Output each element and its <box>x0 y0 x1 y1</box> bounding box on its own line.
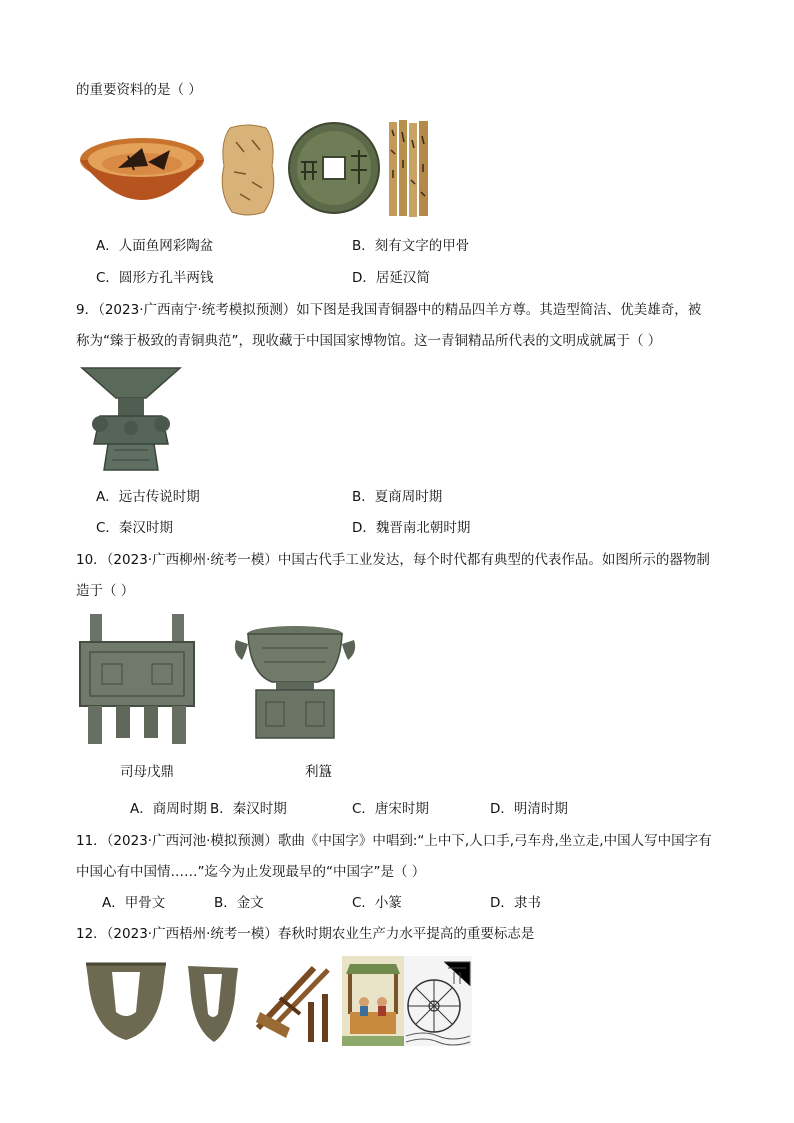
ligui-image <box>232 622 358 740</box>
q11-option-a[interactable]: A．甲骨文 <box>102 895 166 911</box>
q9-option-a[interactable]: A．远古传说时期 <box>96 489 200 505</box>
bamboo-slips-image <box>388 120 430 218</box>
q9-option-c[interactable]: C．秦汉时期 <box>96 520 173 536</box>
q8-stem-tail: 的重要资料的是（ ） <box>76 82 202 98</box>
q8-option-b[interactable]: B．刻有文字的甲骨 <box>352 238 470 254</box>
q9-stem-line2: 称为“臻于极致的青铜典范”，现收藏于中国国家博物馆。这一青铜精品所代表的文明成就属于（ ） <box>76 333 662 349</box>
q11-option-b[interactable]: B．金文 <box>214 895 264 911</box>
q11-option-c[interactable]: C．小篆 <box>352 895 402 911</box>
q11-stem-line1: 11．（2023·广西河池·模拟预测）歌曲《中国字》中唱到:“上中下,人口手,弓车舟,坐立走,中国人写中国字有 <box>76 833 712 849</box>
q10-option-d[interactable]: D．明清时期 <box>490 801 568 817</box>
farming-scene-image <box>342 956 404 1046</box>
q10-option-b[interactable]: B．秦汉时期 <box>210 801 287 817</box>
q10-option-c[interactable]: C．唐宋时期 <box>352 801 429 817</box>
q10-stem-line2: 造于（ ） <box>76 583 135 599</box>
q8-option-a[interactable]: A．人面鱼网彩陶盆 <box>96 238 214 254</box>
q10-stem-line1: 10．（2023·广西柳州·统考一模）中国古代手工业发达，每个时代都有典型的代表作品。如图所示的器物制 <box>76 552 710 568</box>
q11-option-d[interactable]: D．隶书 <box>490 895 541 911</box>
q8-option-c[interactable]: C．圆形方孔半两钱 <box>96 270 214 286</box>
waterwheel-drawing-image <box>404 956 472 1046</box>
q9-option-b[interactable]: B．夏商周时期 <box>352 489 443 505</box>
caption-ligui: 利簋 <box>305 764 332 780</box>
banliang-coin-image <box>287 120 381 216</box>
four-ram-zun-image <box>78 364 184 474</box>
iron-plough-image <box>80 960 172 1044</box>
q9-stem-line1: 9．（2023·广西南宁·统考模拟预测）如下图是我国青铜器中的精品四羊方尊。其造型简洁、优美雄奇，被 <box>76 302 702 318</box>
simuwu-ding-image <box>76 612 198 746</box>
oracle-bone-image <box>216 122 280 218</box>
pottery-basin-image <box>78 120 206 216</box>
q11-stem-line2: 中国心有中国情……”迄今为止发现最早的“中国字”是（ ） <box>76 864 426 880</box>
q9-option-d[interactable]: D．魏晋南北朝时期 <box>352 520 471 536</box>
q8-option-d[interactable]: D．居延汉简 <box>352 270 430 286</box>
curved-shaft-plough-image <box>250 958 338 1046</box>
caption-simuwu-ding: 司母戊鼎 <box>120 764 174 780</box>
iron-spade-image <box>184 964 242 1044</box>
q12-stem-line1: 12．（2023·广西梧州·统考一模）春秋时期农业生产力水平提高的重要标志是 <box>76 926 535 942</box>
q10-option-a[interactable]: A．商周时期 <box>130 801 207 817</box>
